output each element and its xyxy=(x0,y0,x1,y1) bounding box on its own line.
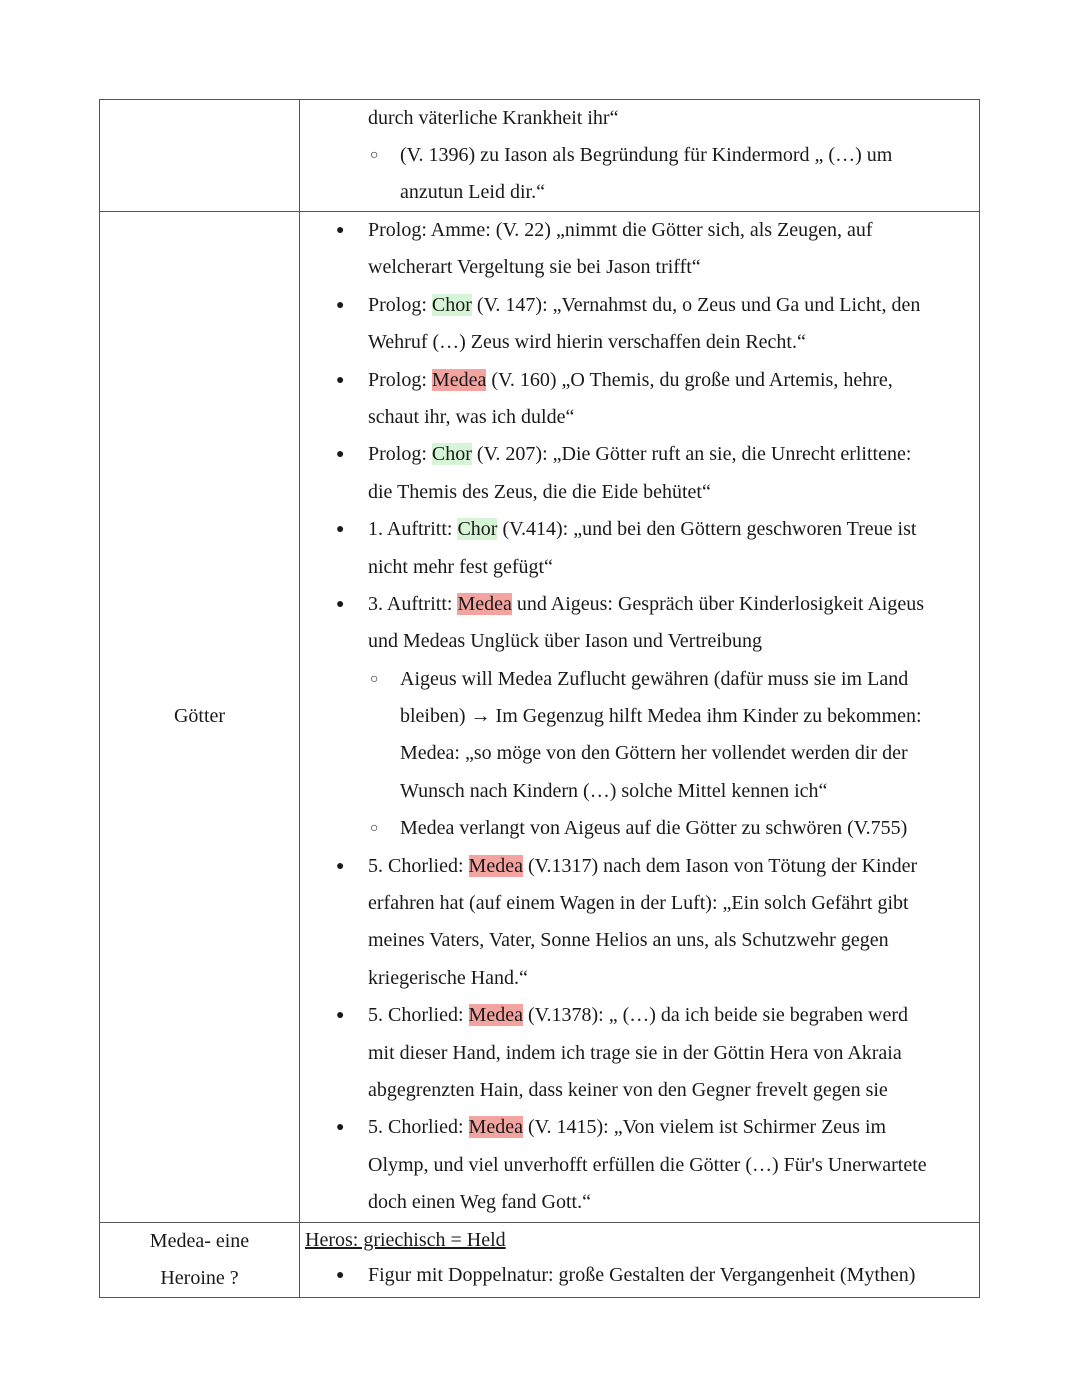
highlight-chor: Chor xyxy=(457,518,498,541)
highlight-medea: Medea xyxy=(457,592,512,615)
bullet-icon: ● xyxy=(336,1120,345,1136)
text-line: mit dieser Hand, indem ich trage sie in der Göttin Hera von Akraia xyxy=(368,1041,902,1064)
text-line: nicht mehr fest gefügt“ xyxy=(368,555,553,578)
row-content xyxy=(300,100,980,212)
bullet-item: ● 5. Chorlied: Medea (V. 1415): „Von vielem ist Schirmer Zeus im xyxy=(300,1109,979,1146)
circle-bullet-icon: ○ xyxy=(370,671,379,687)
highlight-medea: Medea xyxy=(468,1004,523,1027)
bullet-icon: ● xyxy=(336,1267,345,1283)
text-line: Olymp, und viel unverhofft erfüllen die Götter (…) Für's Unerwartete xyxy=(368,1153,927,1176)
bullet-item: ● Prolog: Chor (V. 147): „Vernahmst du, o Zeus und Ga und Licht, den xyxy=(300,287,979,324)
circle-bullet-icon: ○ xyxy=(370,821,379,837)
bullet-item: ● Figur mit Doppelnatur: große Gestalten der Vergangenheit (Mythen) xyxy=(300,1257,979,1294)
circle-bullet-icon: ○ xyxy=(370,148,379,163)
highlight-medea: Medea xyxy=(468,1116,523,1139)
text-line: erfahren hat (auf einem Wagen in der Luft): „Ein solch Gefährt gibt xyxy=(368,892,909,915)
bullet-item: ● Prolog: Chor (V. 207): „Die Götter ruft an sie, die Unrecht erlittene: xyxy=(300,436,979,473)
bullet-icon: ● xyxy=(336,596,345,612)
text-line: doch einen Weg fand Gott.“ xyxy=(368,1191,591,1214)
text-line: abgegrenzten Hain, dass keiner von den Gegner frevelt gegen sie xyxy=(368,1078,888,1101)
bullet-item: ● 3. Auftritt: Medea und Aigeus: Gespräch über Kinderlosigkeit Aigeus xyxy=(300,586,979,623)
bullet-icon: ● xyxy=(336,858,345,874)
row-label-line: Medea- eine xyxy=(149,1229,250,1252)
row-label-empty xyxy=(100,100,300,212)
bullet-icon: ● xyxy=(336,297,345,313)
bullet-icon: ● xyxy=(336,522,345,538)
row-content xyxy=(300,212,980,1223)
text-line: welcherart Vergeltung sie bei Jason trifft“ xyxy=(368,256,701,279)
text-line: schaut ihr, was ich dulde“ xyxy=(368,405,575,428)
highlight-medea: Medea xyxy=(431,368,487,391)
table-row xyxy=(100,212,980,1223)
section-heading: Heros: griechisch = Held xyxy=(305,1228,506,1251)
bullet-icon: ● xyxy=(336,223,345,238)
sub-bullet-item: ○ Medea verlangt von Aigeus auf die Götter zu schwören (V.755) xyxy=(300,810,979,847)
bullet-item: ● 1. Auftritt: Chor (V.414): „und bei den Göttern geschworen Treue ist xyxy=(300,511,979,548)
text-line: anzutun Leid dir.“ xyxy=(400,181,545,203)
bullet-item: ● Prolog: Medea (V. 160) „O Themis, du große und Artemis, hehre, xyxy=(300,362,979,399)
row-label-goetter: Götter xyxy=(100,212,300,1223)
text-line: meines Vaters, Vater, Sonne Helios an uns, als Schutzwehr gegen xyxy=(368,929,889,952)
sub-bullet-item: ○ (V. 1396) zu Iason als Begründung für Kindermord „ (…) um xyxy=(300,137,979,174)
bullet-icon: ● xyxy=(336,372,345,388)
sub-bullet-item: ○ Aigeus will Medea Zuflucht gewähren (dafür muss sie im Land xyxy=(300,661,979,698)
highlight-chor: Chor xyxy=(431,443,472,466)
table-row xyxy=(100,1222,980,1297)
notes-table xyxy=(99,99,980,1298)
table-row xyxy=(100,100,980,212)
text-line: kriegerische Hand.“ xyxy=(368,966,528,989)
text-line: Medea: „so möge von den Göttern her vollendet werden dir der xyxy=(400,742,908,765)
text-line: Wehruf (…) Zeus wird hierin verschaffen dein Recht.“ xyxy=(368,331,806,354)
highlight-medea: Medea xyxy=(468,854,523,877)
text-line: Wunsch nach Kindern (…) solche Mittel kennen ich“ xyxy=(400,779,828,802)
text-line: und Medeas Unglück über Iason und Vertreibung xyxy=(368,630,762,653)
row-label-heroine xyxy=(100,1222,300,1297)
text-line: die Themis des Zeus, die die Eide behütet“ xyxy=(368,480,711,503)
text-line: durch väterliche Krankheit ihr“ xyxy=(368,107,619,129)
row-content xyxy=(300,1222,980,1297)
bullet-item: ● 5. Chorlied: Medea (V.1317) nach dem Iason von Tötung der Kinder xyxy=(300,848,979,885)
row-label-line: Heroine ? xyxy=(160,1266,239,1289)
highlight-chor: Chor xyxy=(431,293,472,316)
text-line: bleiben) → Im Gegenzug hilft Medea ihm Kinder zu bekommen: xyxy=(400,705,922,728)
bullet-icon: ● xyxy=(336,1008,345,1024)
bullet-item: ● 5. Chorlied: Medea (V.1378): „ (…) da ich beide sie begraben werd xyxy=(300,997,979,1034)
bullet-item: ● Prolog: Amme: (V. 22) „nimmt die Götter sich, als Zeugen, auf xyxy=(300,212,979,249)
bullet-icon: ● xyxy=(336,447,345,463)
